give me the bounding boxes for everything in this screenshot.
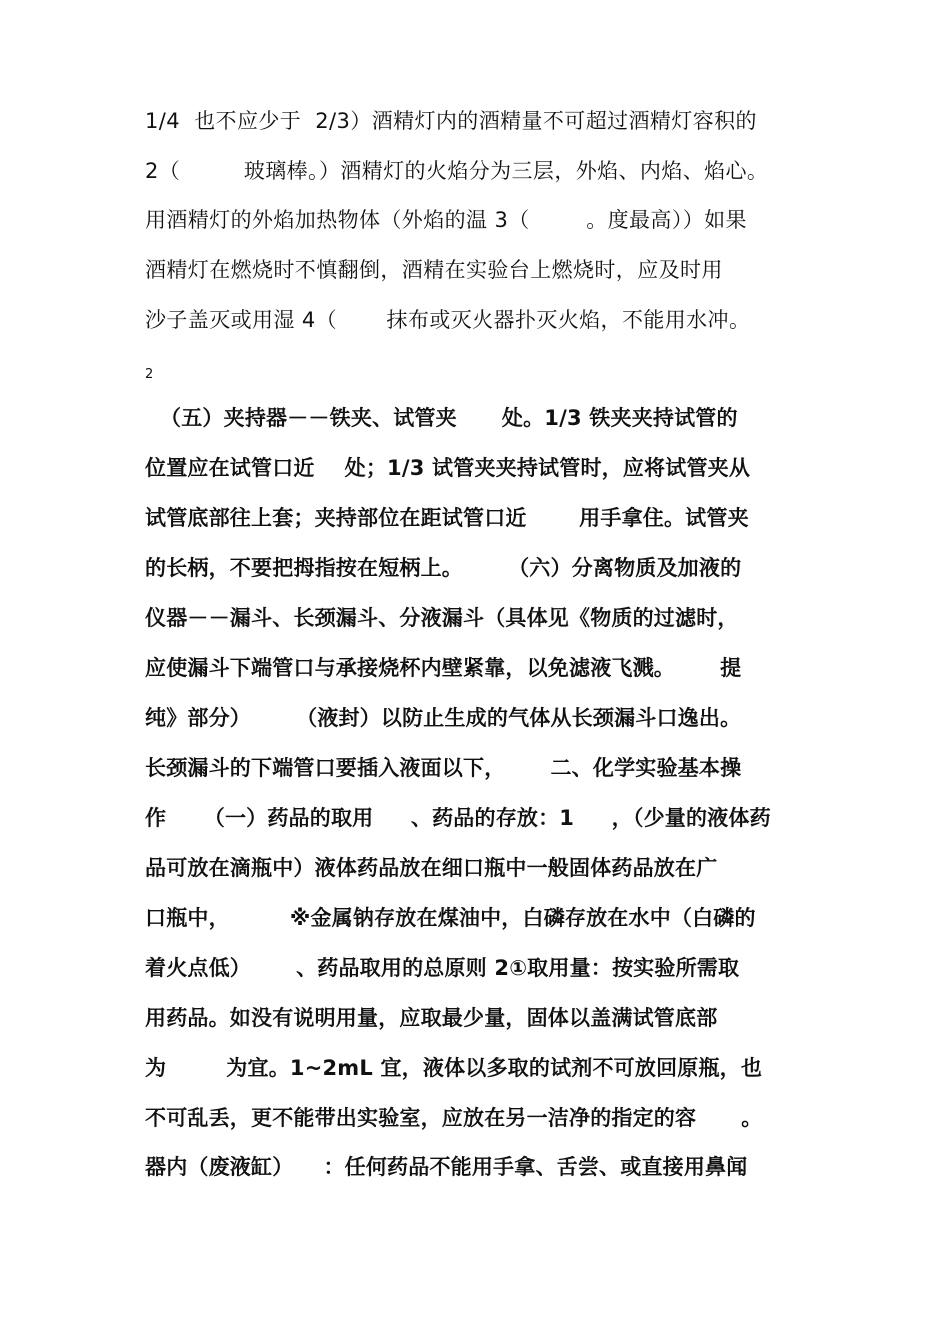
text-line: （五）夹持器－－铁夹、试管夹 处。1/3 铁夹夹持试管的 (145, 406, 738, 430)
text-line: 品可放在滴瓶中）液体药品放在细口瓶中一般固体药品放在广 (145, 856, 718, 880)
text-line: 沙子盖灭或用湿 4（ 抹布或灭火器扑灭火焰，不能用水冲。 (145, 308, 751, 332)
page-number: 2 (145, 367, 154, 382)
text-line: 纯》部分） （液封）以防止生成的气体从长颈漏斗口逸出。 (145, 706, 742, 730)
text-line: 酒精灯在燃烧时不慎翻倒，酒精在实验台上燃烧时，应及时用 (145, 258, 723, 282)
text-line: 试管底部往上套；夹持部位在距试管口近 用手拿住。试管夹 (145, 506, 749, 530)
text-line: 应使漏斗下端管口与承接烧杯内壁紧靠，以免滤液飞溅。 提 (145, 656, 742, 680)
text-line: 的长柄，不要把拇指按在短柄上。 （六）分离物质及加液的 (145, 556, 742, 580)
text-line: 不可乱丢，更不能带出实验室，应放在另一洁净的指定的容 。 (145, 1106, 763, 1130)
text-line: 作 （一）药品的取用 、药品的存放：1 ，（少量的液体药 (145, 806, 771, 830)
text-line: 着火点低） 、药品取用的总原则 2①取用量：按实验所需取 (145, 956, 740, 980)
text-line: 用酒精灯的外焰加热物体（外焰的温 3（ 。度最高））如果 (145, 208, 747, 232)
text-line: 长颈漏斗的下端管口要插入液面以下， 二、化学实验基本操 (145, 756, 742, 780)
text-line: 用药品。如没有说明用量，应取最少量，固体以盖满试管底部 (145, 1006, 718, 1030)
text-line: 位置应在试管口近 处；1/3 试管夹夹持试管时，应将试管夹从 (145, 456, 751, 480)
text-line: 为 为宜。1~2mL 宜，液体以多取的试剂不可放回原瓶，也 (145, 1056, 763, 1080)
text-line: 1/4 也不应少于 2/3）酒精灯内的酒精量不可超过酒精灯容积的 (145, 109, 757, 133)
text-line: 2（ 玻璃棒。）酒精灯的火焰分为三层，外焰、内焰、焰心。 (145, 159, 769, 183)
text-line: 仪器－－漏斗、长颈漏斗、分液漏斗（具体见《物质的过滤时， (145, 606, 739, 630)
text-line: 口瓶中， ※金属钠存放在煤油中，白磷存放在水中（白磷的 (145, 906, 756, 930)
text-line: 器内（废液缸） ：任何药品不能用手拿、舌尝、或直接用鼻闻 (145, 1155, 748, 1179)
